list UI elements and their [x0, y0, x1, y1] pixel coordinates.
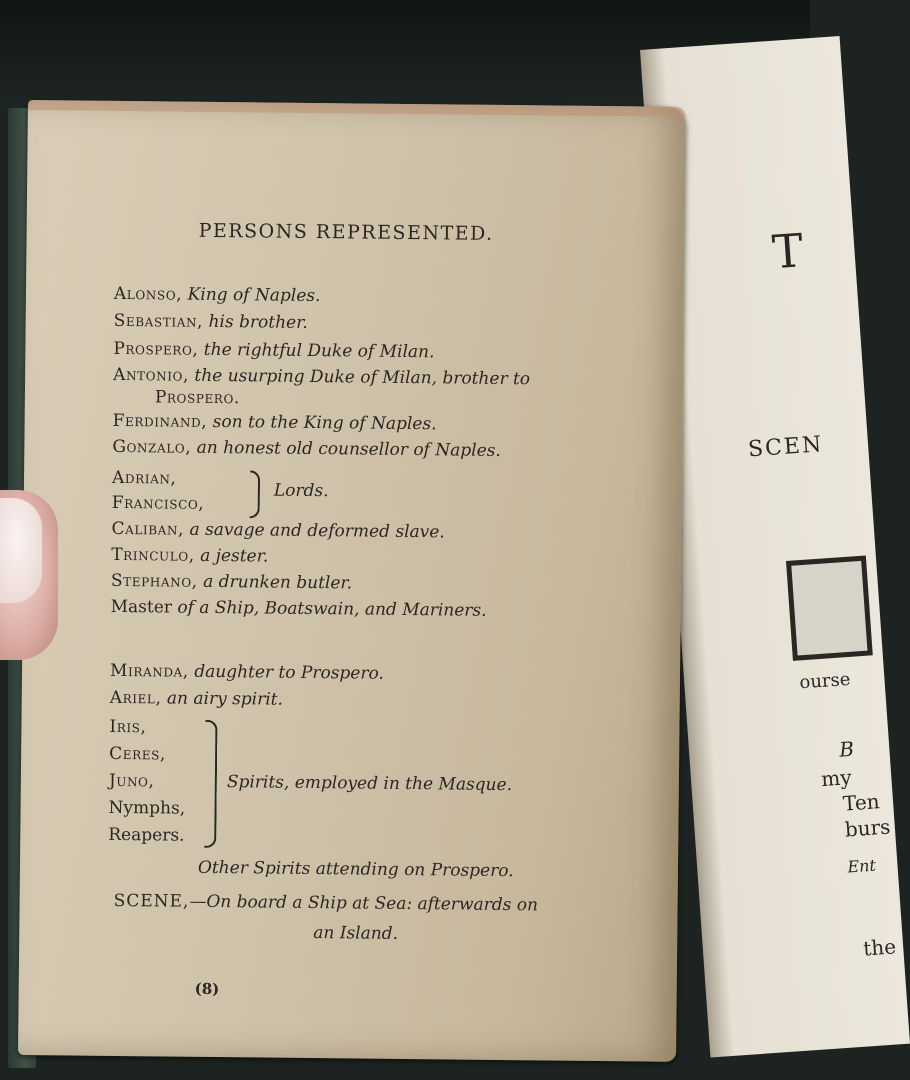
scene-line-2: an Island. — [313, 923, 399, 944]
right-page-fragment: burs — [844, 814, 892, 842]
thumbnail — [0, 498, 42, 603]
character-name: Ceres, — [109, 743, 167, 765]
page-number: (8) — [194, 979, 220, 999]
lords-label: Lords. — [273, 480, 329, 502]
character-entry: Prospero, the rightful Duke of Milan. — [113, 338, 435, 363]
right-page-fragment: B — [838, 736, 855, 762]
character-entry-continuation: Prospero. — [154, 387, 241, 409]
character-entry: Caliban, a savage and deformed slave. — [111, 518, 445, 543]
brace-spirits — [204, 720, 217, 848]
scene-line: SCENE,—On board a Ship at Sea: afterwards on — [113, 890, 539, 916]
character-entry: Stephano, a drunken butler. — [110, 570, 353, 594]
right-page-fragment: Ent — [846, 855, 877, 877]
character-entry: Gonzalo, an honest old counsellor of Naples. — [112, 436, 501, 461]
character-name: Juno, — [108, 770, 155, 792]
page-heading: PERSONS REPRESENTED. — [198, 219, 494, 245]
character-entry: Sebastian, his brother. — [113, 310, 308, 333]
character-entry: Miranda, daughter to Prospero. — [109, 660, 384, 684]
right-page-fragment: T — [770, 223, 805, 280]
character-entry: Ariel, an airy spirit. — [109, 687, 284, 710]
character-entry: Alonso, King of Naples. — [113, 283, 321, 307]
character-name: Adrian, — [111, 467, 177, 489]
character-name: Iris, — [109, 716, 147, 738]
spirits-label: Spirits, employed in the Masque. — [226, 772, 513, 796]
right-page-fragment: SCEN — [747, 432, 825, 463]
character-entry: Antonio, the usurping Duke of Milan, brother to — [113, 364, 531, 390]
left-page — [18, 100, 686, 1062]
character-entry: Trinculo, a jester. — [111, 544, 269, 567]
brace-lords — [250, 470, 261, 518]
right-page-fragment: the — [862, 934, 897, 961]
character-entry: Master of a Ship, Boatswain, and Mariners. — [110, 596, 487, 621]
character-name: Nymphs, — [108, 797, 186, 819]
right-page-fragment: my — [820, 765, 853, 792]
other-spirits-line: Other Spirits attending on Prospero. — [197, 857, 514, 882]
right-page-fragment: Ten — [842, 789, 881, 816]
character-name: Francisco, — [111, 492, 205, 514]
right-page-fragment: ourse — [798, 668, 852, 694]
character-name: Reapers. — [108, 824, 185, 846]
character-entry: Ferdinand, son to the King of Naples. — [112, 410, 437, 435]
decorative-initial — [786, 555, 873, 660]
